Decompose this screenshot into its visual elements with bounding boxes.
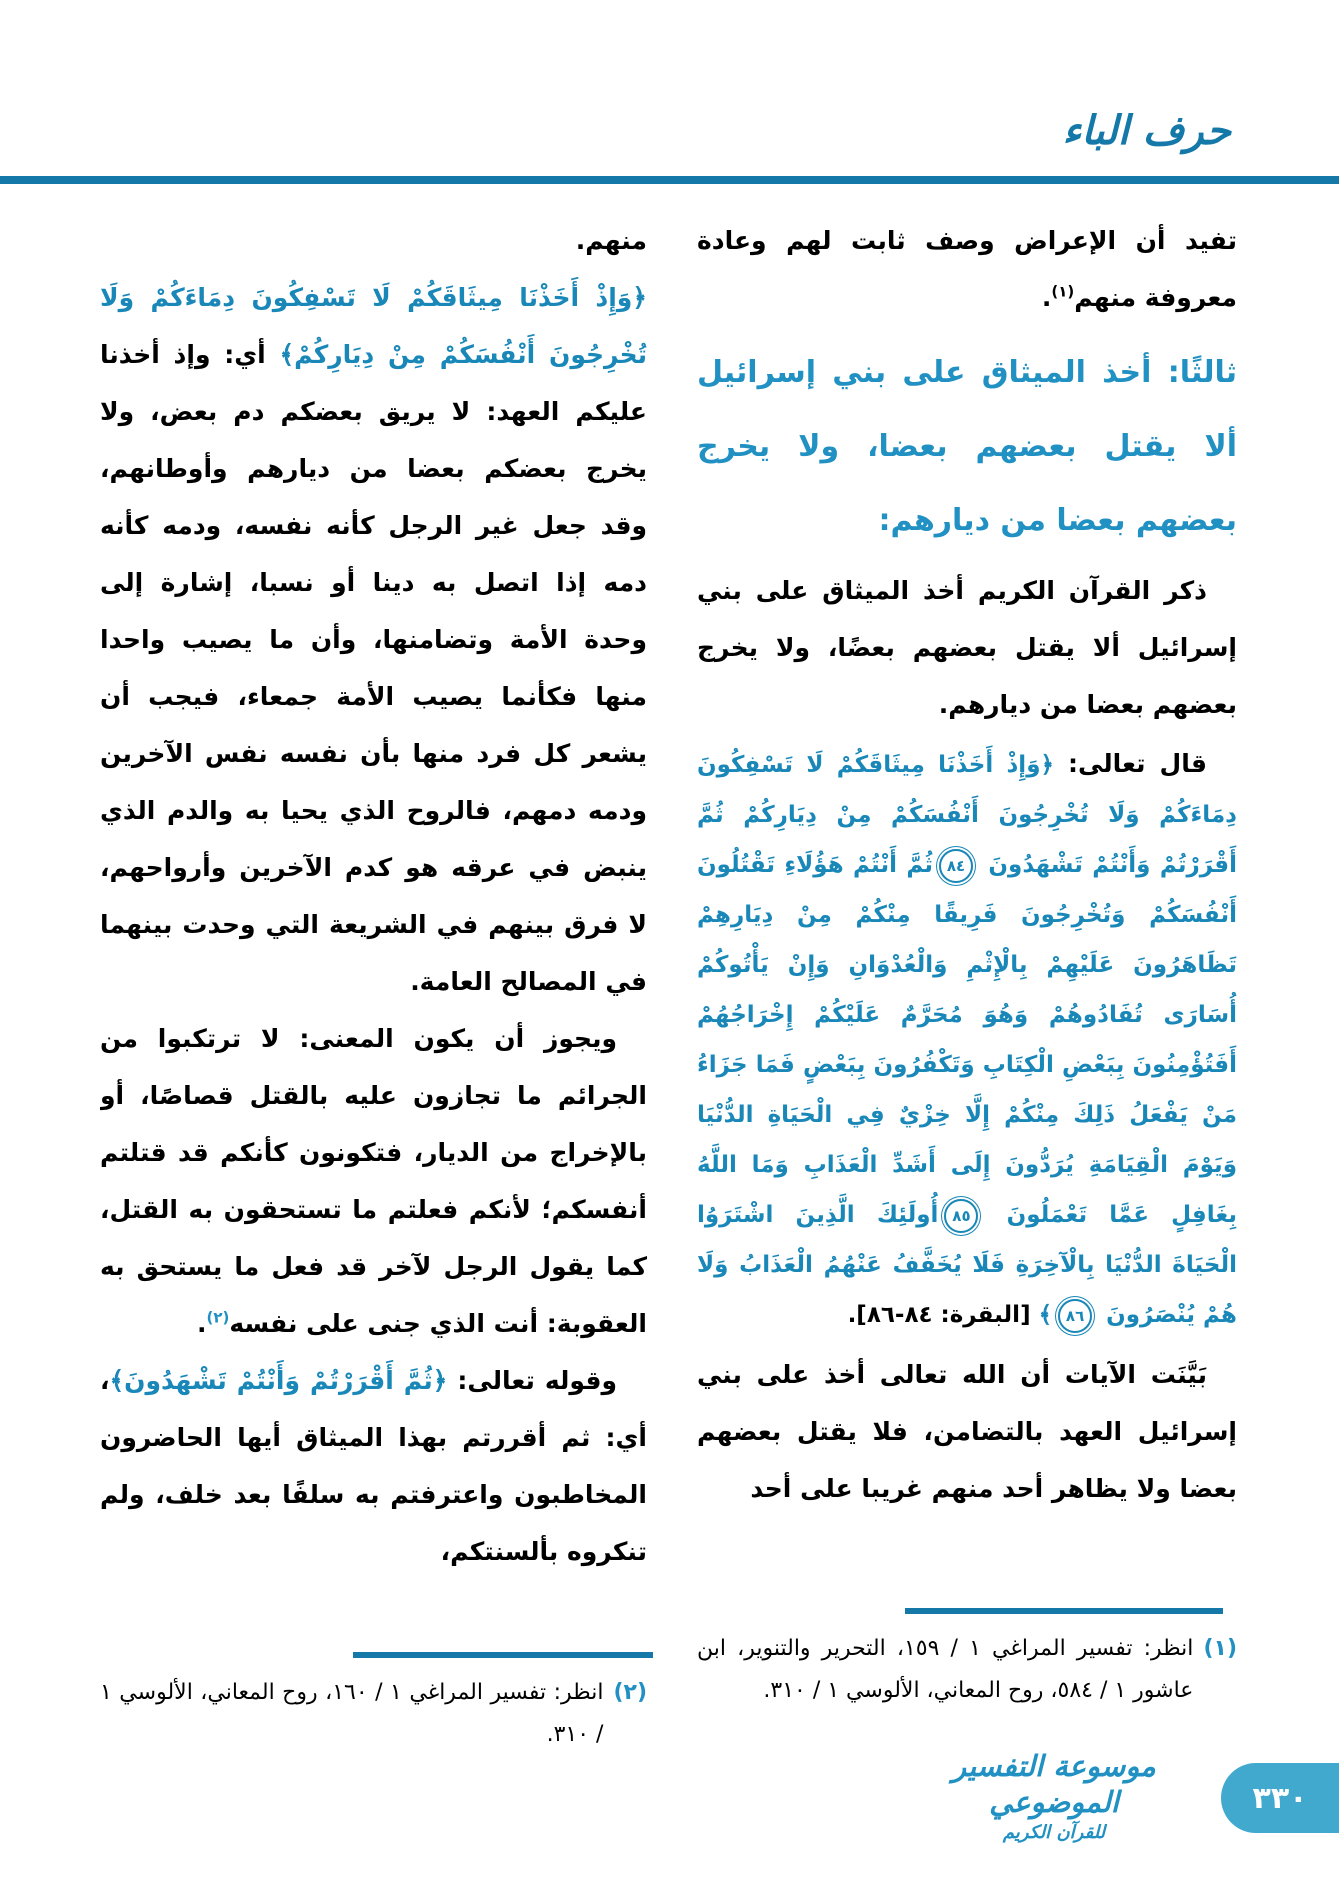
period: . bbox=[197, 1309, 207, 1338]
quran-text-part1: وَإِذْ أَخَذْنَا مِيثَاقَكُمْ لَا تَسْفِكُونَ دِمَاءَكُمْ وَلَا تُخْرِجُونَ أَنْفُسَكُمْ مِنْ دِيَارِكُمْ ثُمَّ أَقْرَرْتُمْ وَأَنْتُمْ تَشْهَدُونَ bbox=[697, 752, 1237, 878]
column-left bbox=[100, 212, 647, 1636]
logo-title: موسوعة التفسير الموضوعي bbox=[952, 1749, 1156, 1819]
section-heading-third: ثالثًا: أخذ الميثاق على بني إسرائيل ألا يقتل بعضهم بعضا، ولا يخرج بعضهم بعضا من ديارهم: bbox=[697, 355, 1237, 538]
quran-text-part3: أُولَئِكَ الَّذِينَ اشْتَرَوُا الْحَيَاةَ الدُّنْيَا بِالْآخِرَةِ فَلَا يُخَفَّفُ عَنْهُمُ الْعَذَابُ وَلَا هُمْ يُنْصَرُونَ bbox=[697, 1202, 1237, 1328]
explanation-text: أي: وإذ أخذنا عليكم العهد: لا يريق بعضكم دم بعض، ولا يخرج بعضكم بعضا من ديارهم وأوطانهم، وقد جعل غير الرجل كأنه نفسه، ودمه كأنه دمه إذا اتصل به دينا أو نسبا، إشارة إلى وحدة الأمة وتضامنها، وأن ما يصيب واحدا منها فكأنما يصيب الأمة جمعاء، فيجب أن يشعر كل فرد منها بأن نفسه نفس الآخرين ودمه دمهم، فالروح الذي يحيا به والدم الذي ينبض في عرقه هو كدم الآخرين وأرواحهم، لا فرق بينهم في الشريعة التي وحدت بينهما في المصالح العامة. bbox=[100, 340, 647, 996]
quran-verse-block bbox=[697, 739, 1237, 1340]
ayah-number-86-icon: ٨٦ bbox=[1058, 1299, 1092, 1333]
logo-subtitle: للقرآن الكريم bbox=[1002, 1822, 1106, 1843]
chapter-header-calligraphy: حرف الباء bbox=[1062, 108, 1231, 154]
footnote-1-number: (١) bbox=[1203, 1636, 1237, 1661]
footnotes-left bbox=[100, 1652, 647, 1756]
page-number: ٣٣٠ bbox=[1252, 1780, 1308, 1816]
ornate-open-bracket: ﴿ bbox=[1040, 752, 1054, 778]
paragraph-quote-explanation bbox=[100, 269, 647, 1010]
paragraph-yajuz bbox=[100, 1010, 647, 1352]
waqawluhu-label: وقوله تعالى: bbox=[447, 1366, 618, 1395]
quran-text-part2: ثُمَّ أَنْتُمْ هَؤُلَاءِ تَقْتُلُونَ أَنْفُسَكُمْ وَتُخْرِجُونَ فَرِيقًا مِنْكُمْ مِنْ دِيَارِهِمْ تَظَاهَرُونَ عَلَيْهِمْ بِالْإِثْمِ وَالْعُدْوَانِ وَإِنْ يَأْتُوكُمْ أُسَارَى تُفَادُوهُمْ وَهُوَ مُحَرَّمٌ عَلَيْكُمْ إِخْرَاجُهُمْ أَفَتُؤْمِنُونَ بِبَعْضِ الْكِتَابِ وَتَكْفُرُونَ بِبَعْضٍ فَمَا جَزَاءُ مَنْ يَفْعَلُ ذَلِكَ مِنْكُمْ إِلَّا خِزْيٌ فِي الْحَيَاةِ الدُّنْيَا وَيَوْمَ الْقِيَامَةِ يُرَدُّونَ إِلَى أَشَدِّ الْعَذَابِ وَمَا اللَّهُ بِغَافِلٍ عَمَّا تَعْمَلُونَ bbox=[697, 852, 1237, 1228]
footnotes-right bbox=[697, 1608, 1237, 1712]
footnote-1-text: انظر: تفسير المراغي ١ / ١٥٩، التحرير والتنوير، ابن عاشور ١ / ٥٨٤، روح المعاني، الألوسي ١ / ٣١٠. bbox=[697, 1636, 1194, 1703]
column-right bbox=[697, 212, 1237, 1604]
footnote-ref-1: (١) bbox=[1051, 282, 1075, 301]
verse-reference: [البقرة: ٨٤-٨٦]. bbox=[847, 1302, 1039, 1328]
period: . bbox=[1041, 283, 1052, 312]
ayah-number-85-icon: ٨٥ bbox=[944, 1199, 978, 1233]
footnote-1 bbox=[697, 1628, 1237, 1712]
paragraph-continuation: منهم. bbox=[575, 226, 647, 255]
paragraph-waqawluhu bbox=[100, 1352, 647, 1580]
paragraph-text: تفيد أن الإعراض وصف ثابت لهم وعادة معروفة منهم bbox=[697, 226, 1237, 312]
footnote-separator-left bbox=[353, 1652, 653, 1658]
quran-quote-inline: ﴿وَإِذْ أَخَذْنَا مِيثَاقَكُمْ لَا تَسْفِكُونَ دِمَاءَكُمْ وَلَا تُخْرِجُونَ أَنْفُسَكُمْ مِنْ دِيَارِكُمْ﴾ bbox=[100, 283, 647, 369]
page-number-badge bbox=[1221, 1763, 1339, 1833]
footnote-2 bbox=[100, 1672, 647, 1756]
header-rule bbox=[0, 176, 1339, 184]
footnote-ref-2: (٢) bbox=[206, 1308, 230, 1327]
paragraph-text: ويجوز أن يكون المعنى: لا ترتكبوا من الجرائم ما تجازون عليه بالقتل قصاصًا، أو بالإخراج من الديار، فتكونون كأنكم قد قتلتم أنفسكم؛ لأنكم فعلتم ما تستحقون به القتل، كما يقول الرجل لآخر قد فعل ما يستحق به العقوبة: أنت الذي جنى على نفسه bbox=[100, 1024, 647, 1338]
explanation-text-2: ، أي: ثم أقررتم بهذا الميثاق أيها الحاضرون المخاطبون واعترفتم به سلفًا بعد خلف، ولم تنكروه بألسنتكم، bbox=[100, 1366, 647, 1566]
publisher-logo bbox=[919, 1748, 1189, 1846]
quran-quote-inline-2: ﴿ثُمَّ أَقْرَرْتُمْ وَأَنْتُمْ تَشْهَدُونَ﴾ bbox=[109, 1366, 448, 1395]
qala-taala-label: قال تعالى: bbox=[1053, 749, 1207, 778]
ayah-number-84-icon: ٨٤ bbox=[939, 849, 973, 883]
footnote-2-number: (٢) bbox=[613, 1680, 647, 1705]
paragraph-bayyanat: بَيَّنَت الآيات أن الله تعالى أخذ على بني إسرائيل العهد بالتضامن، فلا يقتل بعضهم بعضا ولا يظاهر أحد منهم غريبا على أحد bbox=[697, 1360, 1237, 1503]
paragraph-iraad bbox=[697, 212, 1237, 326]
ornate-close-bracket: ﴾ bbox=[1038, 1302, 1053, 1328]
paragraph-mithaq-intro: ذكر القرآن الكريم أخذ الميثاق على بني إسرائيل ألا يقتل بعضهم بعضًا، ولا يخرج بعضهم بعضا من ديارهم. bbox=[697, 576, 1237, 719]
footnote-separator-right bbox=[905, 1608, 1223, 1614]
footnote-2-text: انظر: تفسير المراغي ١ / ١٦٠، روح المعاني، الألوسي ١ / ٣١٠. bbox=[100, 1680, 604, 1747]
